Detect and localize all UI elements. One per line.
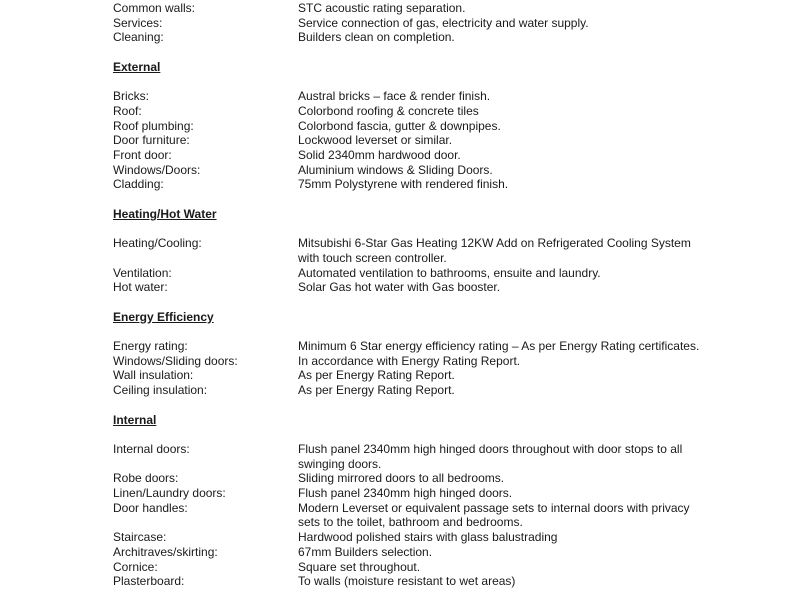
spec-value: Colorbond fascia, gutter & downpipes. bbox=[298, 118, 501, 133]
spec-value: Lockwood leverset or similar. bbox=[298, 133, 453, 148]
spec-section bbox=[113, 295, 713, 398]
spec-row bbox=[113, 177, 713, 192]
section-heading: Internal bbox=[113, 412, 157, 427]
spacer bbox=[113, 75, 713, 90]
spec-row bbox=[113, 530, 713, 545]
spec-row bbox=[113, 236, 713, 265]
spec-section bbox=[113, 192, 713, 295]
spec-row bbox=[113, 16, 713, 31]
spec-section bbox=[113, 1, 713, 45]
spacer bbox=[113, 398, 713, 413]
spec-label: Linen/Laundry doors: bbox=[113, 486, 226, 501]
spec-label: Cladding: bbox=[113, 177, 164, 192]
spec-value: Automated ventilation to bathrooms, ensuite and laundry. bbox=[298, 265, 601, 280]
spec-row bbox=[113, 383, 713, 398]
section-heading: Energy Efficiency bbox=[113, 309, 214, 324]
spec-value: To walls (moisture resistant to wet areas) bbox=[298, 574, 516, 589]
spec-value: Flush panel 2340mm high hinged doors. bbox=[298, 486, 513, 501]
spec-label: Hot water: bbox=[113, 280, 168, 295]
spec-section bbox=[113, 45, 713, 192]
spec-row bbox=[113, 1, 713, 16]
spec-value: Service connection of gas, electricity and water supply. bbox=[298, 15, 589, 30]
spec-row bbox=[113, 501, 713, 530]
spec-label: Cornice: bbox=[113, 559, 158, 574]
spec-value: Flush panel 2340mm high hinged doors throughout with door stops to all swinging doors. bbox=[298, 441, 683, 471]
spec-value: As per Energy Rating Report. bbox=[298, 368, 455, 383]
spec-value: 75mm Polystyrene with rendered finish. bbox=[298, 177, 509, 192]
spec-value: Minimum 6 Star energy efficiency rating – As per Energy Rating certificates. bbox=[298, 339, 700, 354]
spec-row bbox=[113, 339, 713, 354]
spec-value: In accordance with Energy Rating Report. bbox=[298, 353, 521, 368]
spec-label: Windows/Sliding doors: bbox=[113, 353, 238, 368]
spec-label: Plasterboard: bbox=[113, 574, 185, 589]
specification-document bbox=[113, 1, 713, 589]
spec-label: Robe doors: bbox=[113, 471, 179, 486]
spec-row bbox=[113, 354, 713, 369]
spec-label: Roof: bbox=[113, 103, 142, 118]
spec-label: Front door: bbox=[113, 148, 172, 162]
spec-row bbox=[113, 163, 713, 178]
spec-row bbox=[113, 133, 713, 148]
spec-value: As per Energy Rating Report. bbox=[298, 383, 455, 398]
spec-value: Aluminium windows & Sliding Doors. bbox=[298, 162, 493, 177]
spec-value: Solid 2340mm hardwood door. bbox=[298, 148, 461, 162]
spec-row bbox=[113, 574, 713, 589]
spec-value: 67mm Builders selection. bbox=[298, 544, 433, 559]
spec-label: Door handles: bbox=[113, 500, 188, 515]
spec-row bbox=[113, 545, 713, 560]
spec-label: Architraves/skirting: bbox=[113, 544, 218, 559]
spec-label: Heating/Cooling: bbox=[113, 236, 202, 251]
spec-label: Internal doors: bbox=[113, 441, 190, 456]
spec-value: STC acoustic rating separation. bbox=[298, 1, 466, 15]
spacer bbox=[113, 45, 713, 60]
spec-label: Bricks: bbox=[113, 89, 149, 104]
spacer bbox=[113, 324, 713, 339]
spec-value: Solar Gas hot water with Gas booster. bbox=[298, 280, 501, 295]
spacer bbox=[113, 222, 713, 237]
spec-row bbox=[113, 368, 713, 383]
section-heading: Heating/Hot Water bbox=[113, 206, 217, 221]
spec-value: Modern Leverset or equivalent passage sets to internal doors with privacy sets to the toilet, bathroom and bedrooms. bbox=[298, 500, 690, 530]
spec-label: Windows/Doors: bbox=[113, 162, 201, 177]
spec-value: Hardwood polished stairs with glass balustrading bbox=[298, 530, 558, 545]
spec-row bbox=[113, 280, 713, 295]
spec-label: Cleaning: bbox=[113, 30, 164, 45]
spec-row bbox=[113, 30, 713, 45]
spec-section bbox=[113, 398, 713, 589]
spec-row bbox=[113, 89, 713, 104]
spec-value: Square set throughout. bbox=[298, 559, 421, 574]
spec-label: Staircase: bbox=[113, 530, 167, 545]
spec-label: Ventilation: bbox=[113, 265, 172, 280]
spec-label: Energy rating: bbox=[113, 339, 188, 354]
spec-label: Common walls: bbox=[113, 1, 196, 15]
spec-label: Ceiling insulation: bbox=[113, 383, 208, 398]
spec-label: Door furniture: bbox=[113, 133, 190, 148]
spec-row bbox=[113, 442, 713, 471]
spec-value: Builders clean on completion. bbox=[298, 30, 455, 45]
spacer bbox=[113, 295, 713, 310]
spec-value: Mitsubishi 6-Star Gas Heating 12KW Add on Refrigerated Cooling System with touch screen controller. bbox=[298, 236, 691, 265]
spec-row bbox=[113, 119, 713, 134]
spec-row bbox=[113, 486, 713, 501]
spec-row bbox=[113, 471, 713, 486]
spacer bbox=[113, 427, 713, 442]
spacer bbox=[113, 192, 713, 207]
spec-value: Austral bricks – face & render finish. bbox=[298, 89, 491, 104]
spec-label: Roof plumbing: bbox=[113, 118, 194, 133]
section-heading: External bbox=[113, 59, 161, 74]
spec-row bbox=[113, 266, 713, 281]
spec-row bbox=[113, 560, 713, 575]
spec-label: Wall insulation: bbox=[113, 368, 194, 383]
spec-value: Sliding mirrored doors to all bedrooms. bbox=[298, 471, 505, 486]
spec-row bbox=[113, 104, 713, 119]
spec-value: Colorbond roofing & concrete tiles bbox=[298, 103, 479, 118]
spec-label: Services: bbox=[113, 15, 163, 30]
spec-row bbox=[113, 148, 713, 163]
